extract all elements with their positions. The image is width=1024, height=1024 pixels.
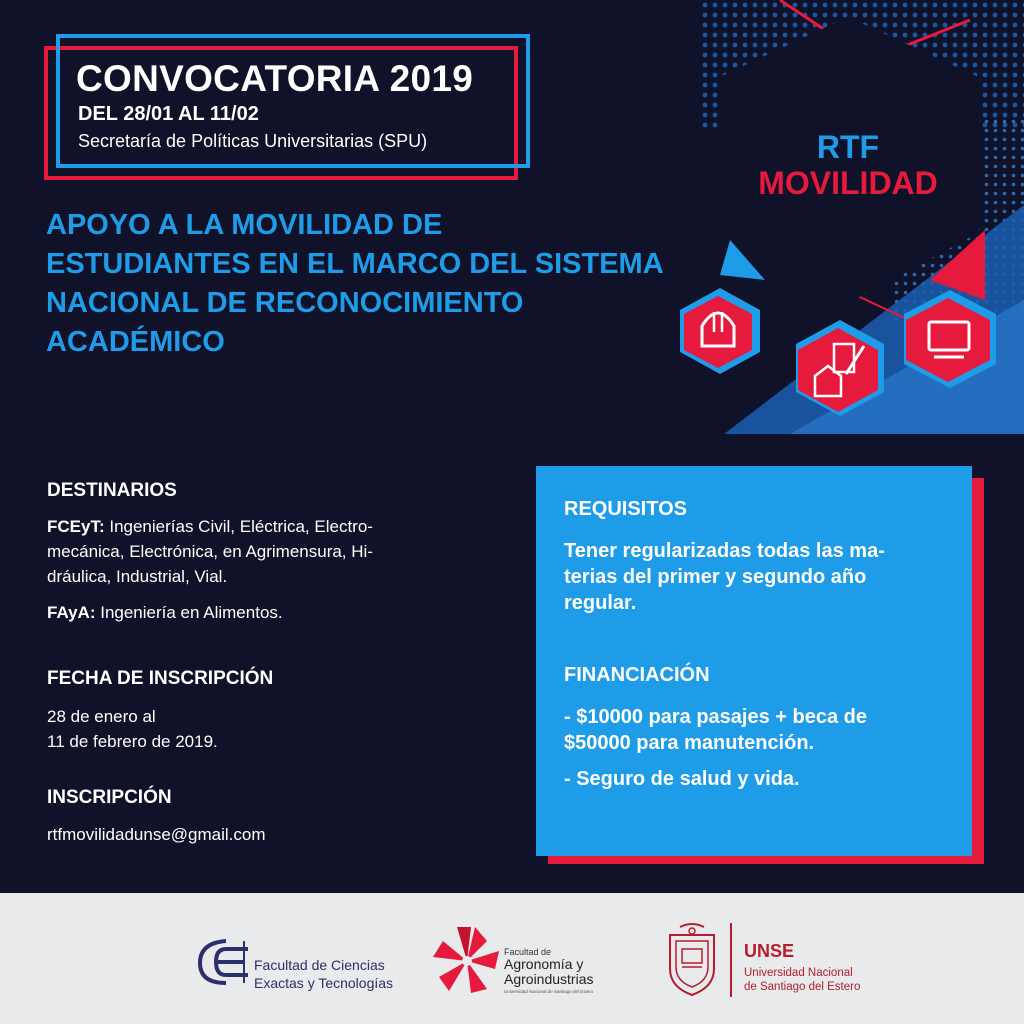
fceyt-logo-line: Exactas y Tecnologías	[254, 975, 394, 991]
requisitos-text	[564, 538, 885, 616]
unse-line: Universidad Nacional	[744, 967, 853, 979]
headline-line: ACADÉMICO	[46, 326, 225, 358]
badge-line1: RTF	[816, 129, 880, 165]
fecha-text	[47, 704, 218, 754]
requirements-box	[536, 466, 972, 856]
fceyt-line: dráulica, Industrial, Vial.	[47, 567, 228, 586]
unse-name: UNSE	[744, 941, 795, 961]
destinatarios-title: DESTINARIOS	[47, 480, 177, 501]
helmet-icon	[680, 288, 760, 374]
financiacion-item-2: - Seguro de salud y vida.	[564, 768, 800, 790]
financiacion-item-1	[564, 704, 867, 756]
unse-full-name	[744, 966, 860, 994]
unse-divider	[730, 923, 732, 997]
faya-logo-line: Agroindustrias	[504, 971, 594, 987]
requisitos-line: Tener regularizadas todas las ma-	[564, 540, 885, 562]
faya-label: FAyA:	[47, 603, 96, 622]
fecha-line: 11 de febrero de 2019.	[47, 732, 218, 751]
fceyt-logo-icon	[196, 937, 254, 987]
fecha-title: FECHA DE INSCRIPCIÓN	[47, 668, 274, 689]
faya-logo-text	[504, 957, 594, 987]
destinatarios-faya	[47, 600, 283, 625]
faya-sub-text: Universidad Nacional de Santiago del Estero	[504, 989, 594, 994]
fceyt-logo-line: Facultad de Ciencias	[254, 957, 385, 973]
inscripcion-title: INSCRIPCIÓN	[47, 787, 172, 808]
fceyt-line: Ingenierías Civil, Eléctrica, Electro-	[104, 517, 373, 536]
fceyt-logo-text	[254, 956, 393, 992]
inscripcion-email: rtfmovilidadunse@gmail.com	[47, 825, 266, 844]
fceyt-line: mecánica, Electrónica, en Agrimensura, Hi-	[47, 542, 373, 561]
requisitos-line: regular.	[564, 592, 637, 614]
convocatoria-title: CONVOCATORIA 2019	[76, 58, 474, 99]
requisitos-title: REQUISITOS	[564, 498, 687, 520]
convocatoria-organization: Secretaría de Políticas Universitarias (SPU)	[78, 131, 428, 151]
footer	[0, 893, 1024, 1024]
fecha-line: 28 de enero al	[47, 707, 156, 726]
badge-line2: MOVILIDAD	[758, 165, 938, 201]
destinatarios-fceyt	[47, 514, 373, 589]
unse-line: de Santiago del Estero	[744, 981, 861, 993]
headline-line: NACIONAL DE RECONOCIMIENTO	[46, 287, 524, 319]
headline-line: ESTUDIANTES EN EL MARCO DEL SISTEMA	[46, 248, 664, 280]
faya-text: Ingeniería en Alimentos.	[95, 603, 283, 622]
fceyt-label: FCEyT:	[47, 517, 105, 536]
requisitos-line: terias del primer y segundo año	[564, 566, 867, 588]
headline-line: APOYO A LA MOVILIDAD DE	[46, 209, 443, 241]
rtf-graphic	[640, 0, 1024, 440]
faya-logo-line: Agronomía y	[504, 956, 584, 972]
headline	[46, 206, 736, 362]
financiacion-line: $50000 para manutención.	[564, 732, 815, 754]
convocatoria-dates: DEL 28/01 AL 11/02	[78, 103, 259, 125]
unse-seal-icon	[662, 921, 722, 999]
financiacion-title: FINANCIACIÓN	[564, 664, 710, 686]
financiacion-line: - $10000 para pasajes + beca de	[564, 706, 867, 728]
faya-logo-icon	[428, 923, 506, 999]
faya-small-text: Facultad de	[504, 947, 552, 957]
